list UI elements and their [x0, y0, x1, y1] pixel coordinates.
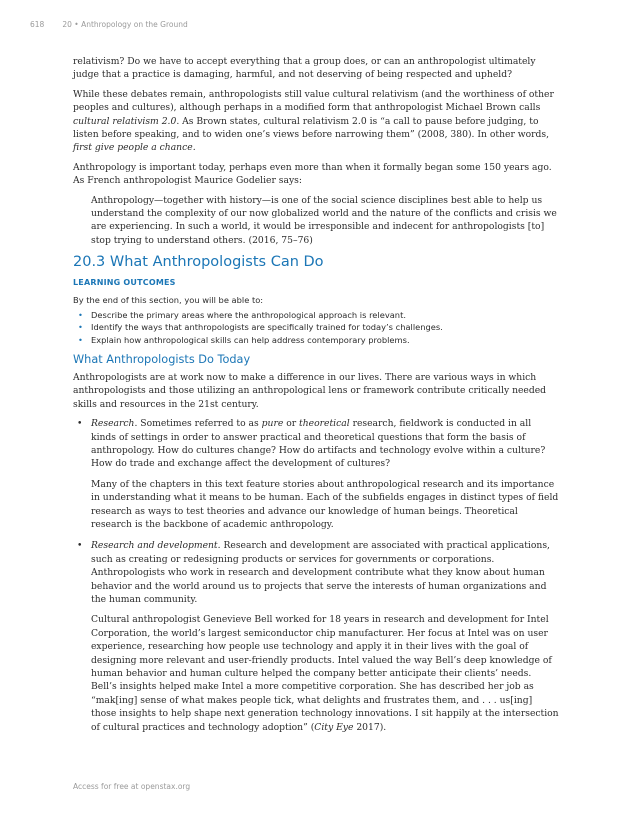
outcome-item: • Explain how anthropological skills can help address contemporary problems. — [73, 334, 559, 346]
intro-paragraph-1: relativism? Do we have to accept everything that a group does, or can an anthropologist ultimately judge that a practice is damaging, harmful, and not deserving of being respected and upheld? — [73, 56, 536, 81]
citation-city-eye: City Eye — [314, 721, 354, 733]
emphasis-cultural-relativism: cultural relativism 2.0 — [73, 115, 177, 127]
rnd-paragraph-1: • Research and development. Research and development are associated with practical applications, such as creating or redesigning products or services for governments or corporations. Anthropologists who work in research and development contribute what they know about human behavior and the world around us to projects that serve the interests of human organizations and the human community. — [91, 540, 550, 605]
research-paragraph-1: • Research. Sometimes referred to as pure or theoretical research, fieldwork is conducted in all kinds of settings in order to answer practical and theoretical questions that form the basis of anthropology. How do cultures change? How do artifacts and technology evolve within a culture? How do trade and exchange affect the development of cultures? — [91, 418, 546, 470]
outcome-item: • Identify the ways that anthropologists are specifically trained for today’s challenges. — [73, 321, 559, 333]
page-content — [73, 55, 559, 742]
learning-outcomes-list — [73, 309, 559, 346]
term-research-development: Research and development — [91, 540, 218, 552]
learning-outcomes-intro: By the end of this section, you will be able to: — [73, 295, 264, 306]
page-footer: Access for free at openstax.org — [73, 782, 191, 791]
subsection-title: What Anthropologists Do Today — [73, 352, 251, 366]
running-title: 20 • Anthropology on the Ground — [62, 20, 188, 29]
list-item-research-development — [73, 539, 559, 734]
rnd-paragraph-2: Cultural anthropologist Genevieve Bell worked for 18 years in research and development for Intel Corporation, the world’s largest semiconductor chip manufacturer. Her focus at Intel was on user experience, researching how people use technology and apply it in their lives with the goal of designing more relevant and user-friendly products. Intel valued the way Bell’s deep knowledge of human behavior and human culture helped the company better anticipate their clients’ needs. Bell’s insights helped make Intel a more competitive corporation. She has described her job as “mak[ing] sense of what makes people tick, what delights and frustrates them, and . . . us[ing] those insights to help shape next generation technology innovations. I sit happily at the intersection of cultural practices and technology adoption” (City Eye 2017). — [91, 614, 559, 733]
learning-outcomes-heading: LEARNING OUTCOMES — [73, 278, 176, 288]
section-title: 20.3 What Anthropologists Can Do — [73, 254, 324, 271]
term-research: Research — [91, 418, 135, 430]
emphasis-first-give-chance: first give people a chance — [73, 142, 193, 154]
page-header — [30, 20, 600, 29]
intro-paragraph-3: Anthropology is important today, perhaps even more than when it formally began some 150 years ago. As French anthropologist Maurice Godelier says: — [73, 161, 552, 187]
subsection-intro: Anthropologists are at work now to make a difference in our lives. There are various ways in which anthropologists and those utilizing an anthropological lens or framework contribute critically needed skills and resources in the 21st century. — [73, 371, 547, 410]
block-quote: Anthropology—together with history—is one of the social science disciplines best able to help us understand the complexity of our now globalized world and the nature of the conflicts and crisis we are experiencing. In such a world, it would be irresponsible and indecent for anthropologists [to] stop trying to understand others. (2016, 75–76) — [91, 194, 557, 246]
list-item-research — [73, 417, 559, 531]
research-paragraph-2: Many of the chapters in this text feature stories about anthropological research and its importance in understanding what it means to be human. Each of the subfields engages in distinct types of field research as ways to test theories and advance our knowledge of human beings. Theoretical research is the backbone of academic anthropology. — [91, 478, 559, 530]
page-number: 618 — [30, 20, 45, 29]
roles-list — [73, 417, 559, 734]
intro-paragraph-2: While these debates remain, anthropologists still value cultural relativism (and the worthiness of other peoples and cultures), although perhaps in a modified form that anthropologist Michael Brown calls cultural relativism 2.0. As Brown states, cultural relativism 2.0 is “a call to pause before judging, to listen before speaking, and to widen one’s views before narrowing them” (2008, 380). In other words, first give people a chance. — [73, 88, 554, 154]
outcome-item: • Describe the primary areas where the anthropological approach is relevant. — [73, 309, 559, 321]
